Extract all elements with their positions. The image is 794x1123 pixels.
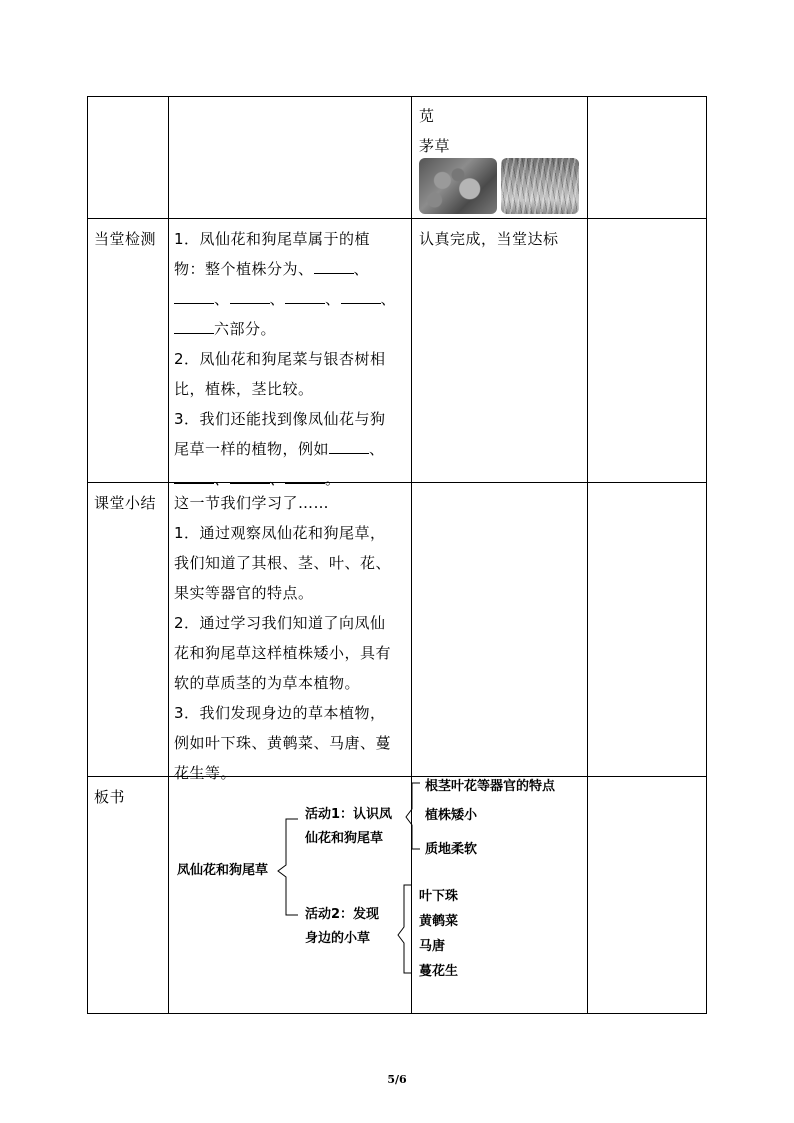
summary-line: 花和狗尾草这样植株矮小，具有 <box>174 644 392 662</box>
quiz-line: 、 、 。 <box>174 464 396 494</box>
plant-name: 苋 <box>419 107 435 125</box>
summary-content <box>174 488 391 788</box>
activity2-label: 活动2：发现 身边的小草 <box>305 907 380 946</box>
main-brace <box>278 819 298 915</box>
activity2-item: 叶下珠 <box>419 889 459 904</box>
quiz-line: 、 、 、 、 <box>174 284 396 314</box>
quiz-line: 1．凤仙花和狗尾草属于的植 <box>174 230 371 248</box>
cogongrass-photo <box>501 158 579 214</box>
activity1-label: 活动1：认识凤 仙花和狗尾草 <box>305 807 393 846</box>
summary-line: 我们知道了其根、茎、叶、花、 <box>174 554 392 572</box>
page-number: 5/6 <box>387 1073 407 1086</box>
quiz-line: 六部分。 <box>174 314 396 344</box>
section-heading: 当堂检测 <box>94 230 157 248</box>
blackboard-diagram <box>168 777 588 1013</box>
plant-names <box>419 101 450 161</box>
activity1-item: 质地柔软 <box>425 842 478 857</box>
quiz-line: 2．凤仙花和狗尾菜与银杏树相 <box>174 350 386 368</box>
amaranth-photo <box>419 158 497 214</box>
activity1-item: 根茎叶花等器官的特点 <box>425 779 556 794</box>
activity2-item: 蔓花生 <box>419 964 459 979</box>
row-divider <box>88 218 706 219</box>
quiz-line: 尾草一样的植物，例如 、 <box>174 434 396 464</box>
activity2-item: 黄鹌菜 <box>419 914 459 929</box>
summary-line: 这一节我们学习了…… <box>174 494 330 512</box>
section-heading: 板书 <box>94 788 126 806</box>
summary-line: 1．通过观察凤仙花和狗尾草， <box>174 524 386 542</box>
summary-line: 果实等器官的特点。 <box>174 584 314 602</box>
quiz-line: 物：整个植株分为、 、 <box>174 254 396 284</box>
quiz-goal: 认真完成，当堂达标 <box>419 230 559 248</box>
diagram-root: 凤仙花和狗尾草 <box>177 863 269 878</box>
summary-line: 2．通过学习我们知道了向凤仙 <box>174 614 386 632</box>
activity1-brace <box>406 783 420 849</box>
summary-line: 软的草质茎的为草本植物。 <box>174 674 361 692</box>
summary-line: 3．我们发现身边的草本植物， <box>174 704 386 722</box>
plant-name: 茅草 <box>419 137 451 155</box>
summary-line: 花生等。 <box>174 764 237 782</box>
activity2-item: 马唐 <box>419 939 446 954</box>
quiz-line: 3．我们还能找到像凤仙花与狗 <box>174 410 386 428</box>
activity2-brace <box>398 885 412 973</box>
summary-line: 例如叶下珠、黄鹌菜、马唐、蔓 <box>174 734 392 752</box>
quiz-content <box>174 224 396 494</box>
quiz-line: 比，植株，茎比较。 <box>174 380 314 398</box>
section-heading: 课堂小结 <box>94 494 157 512</box>
activity1-item: 植株矮小 <box>425 808 478 823</box>
